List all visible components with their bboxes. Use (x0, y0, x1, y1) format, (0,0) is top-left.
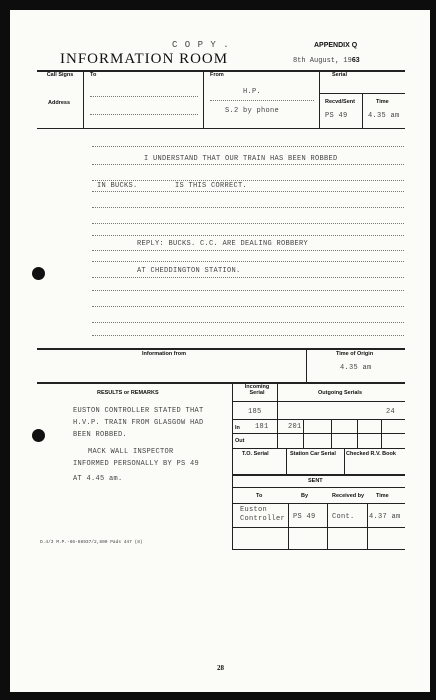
station-car-serial-label: Station Car Serial (290, 451, 336, 457)
page-title: INFORMATION ROOM (60, 51, 229, 67)
message-rule (92, 277, 404, 278)
message-rule (92, 180, 404, 181)
serials-row-1 (232, 401, 405, 402)
in-serial-1: 181 (255, 423, 269, 431)
date-text: 8th August, 19 (293, 57, 352, 65)
message-line-2a: IN BUCKS. (97, 182, 138, 190)
results-line: BEEN ROBBED. (73, 431, 128, 439)
message-line-1: I UNDERSTAND THAT OUR TRAIN HAS BEEN ROBBED (144, 155, 338, 163)
sent-time-label: Time (376, 493, 389, 499)
results-line: INFORMED PERSONALLY BY PS 49 (73, 460, 200, 468)
serial-label: Serial (332, 72, 347, 78)
divider-callsigns (83, 70, 84, 128)
results-line: H.V.P. TRAIN FROM GLASGOW HAD (73, 419, 204, 427)
incoming-serial-value: 185 (248, 408, 262, 416)
address-dotted-line (90, 114, 198, 115)
out-label: Out (235, 438, 245, 444)
message-rule (92, 164, 404, 165)
appendix-label: APPENDIX Q (314, 42, 358, 49)
sent-time-value: 4.37 am (369, 513, 401, 521)
top-box-bottom (37, 128, 405, 129)
divider-time (362, 93, 363, 128)
serials-row-2 (232, 419, 405, 420)
message-rule (92, 335, 404, 336)
outgoing-serial-value: 24 (386, 408, 396, 416)
serial-col-c (357, 419, 358, 448)
in-label: In (235, 425, 240, 431)
results-divider (232, 382, 233, 549)
to-label: To (90, 72, 97, 78)
sent-by-value: PS 49 (293, 513, 316, 521)
message-date (293, 57, 360, 65)
to-serial-top (232, 448, 405, 449)
from-value-method: S.2 by phone (225, 107, 280, 115)
incoming-serial-label: Incoming Serial (244, 384, 270, 396)
message-line-2b: IS THIS CORRECT. (175, 182, 248, 190)
address-label: Address (48, 100, 71, 106)
to-serial-label: T.O. Serial (242, 451, 269, 457)
serial-col-divider (277, 382, 278, 448)
results-line: EUSTON CONTROLLER STATED THAT (73, 407, 204, 415)
copy-stamp: C O P Y . (172, 40, 230, 50)
message-rule (92, 191, 404, 192)
document-page (10, 10, 430, 692)
sent-row-divider-2 (232, 527, 405, 528)
sent-to-label: To (256, 493, 263, 499)
from-dotted-line (210, 100, 314, 101)
time-of-origin-label: Time of Origin (336, 351, 374, 357)
time-label: Time (376, 99, 389, 105)
info-from-label: Information from (142, 351, 186, 357)
sent-to-value-2: Controller (240, 515, 286, 523)
sent-row-divider (232, 503, 405, 504)
sent-by-label: By (301, 493, 309, 499)
sent-label: SENT (308, 478, 323, 484)
call-signs-label: Call Signs (46, 72, 74, 78)
message-rule (92, 261, 404, 262)
sent-bottom-border (232, 549, 405, 550)
sent-col-3 (367, 503, 368, 549)
date-year: 63 (351, 57, 360, 64)
message-rule (92, 322, 404, 323)
origin-top-border (37, 348, 405, 350)
message-line-4: AT CHEDDINGTON STATION. (137, 267, 241, 275)
to-serial-divider-2 (344, 448, 345, 474)
sent-col-1 (288, 503, 289, 549)
sent-header-divider (232, 487, 405, 488)
divider-from (203, 70, 204, 128)
sent-to-value: Euston (240, 506, 268, 514)
time-value: 4.35 am (368, 112, 400, 120)
from-value: H.P. (243, 88, 262, 96)
sent-col-2 (327, 503, 328, 549)
message-rule (92, 235, 404, 236)
punch-hole-bottom (32, 429, 45, 442)
serial-col-d (381, 419, 382, 448)
message-rule (92, 290, 404, 291)
origin-divider (306, 348, 307, 382)
serial-col-a (303, 419, 304, 448)
form-code: D.4/3 M.P.-66-68937/2,800 Pads 447 (8) (40, 540, 143, 545)
message-line-3: REPLY: BUCKS. C.C. ARE DEALING ROBBERY (137, 240, 309, 248)
from-label: From (210, 72, 224, 78)
message-rule (92, 207, 404, 208)
to-dotted-line (90, 96, 198, 97)
serial-col-b (331, 419, 332, 448)
recd-sent-value: PS 49 (325, 112, 348, 120)
message-rule (92, 250, 404, 251)
results-label: RESULTS or REMARKS (97, 390, 159, 396)
received-by-value: Cont. (332, 513, 355, 521)
results-line: MACK WALL INSPECTOR (88, 448, 174, 456)
sent-top-border (232, 474, 405, 476)
to-serial-divider-1 (286, 448, 287, 474)
page-number: 28 (217, 664, 224, 672)
punch-hole-top (32, 267, 45, 280)
message-rule (92, 223, 404, 224)
recd-sent-label: Recvd/Sent (325, 99, 355, 105)
message-rule (92, 146, 404, 147)
divider-serial (319, 70, 320, 128)
message-rule (92, 306, 404, 307)
results-line: AT 4.45 am. (73, 475, 123, 483)
time-of-origin-value: 4.35 am (340, 364, 372, 372)
results-top-border (37, 382, 405, 384)
in-serial-2: 201 (288, 423, 302, 431)
serials-row-3 (232, 433, 405, 434)
outgoing-serials-label: Outgoing Serials (318, 390, 363, 396)
received-by-label: Received by (332, 493, 365, 499)
checked-rv-book-label: Checked R.V. Book (346, 451, 396, 457)
